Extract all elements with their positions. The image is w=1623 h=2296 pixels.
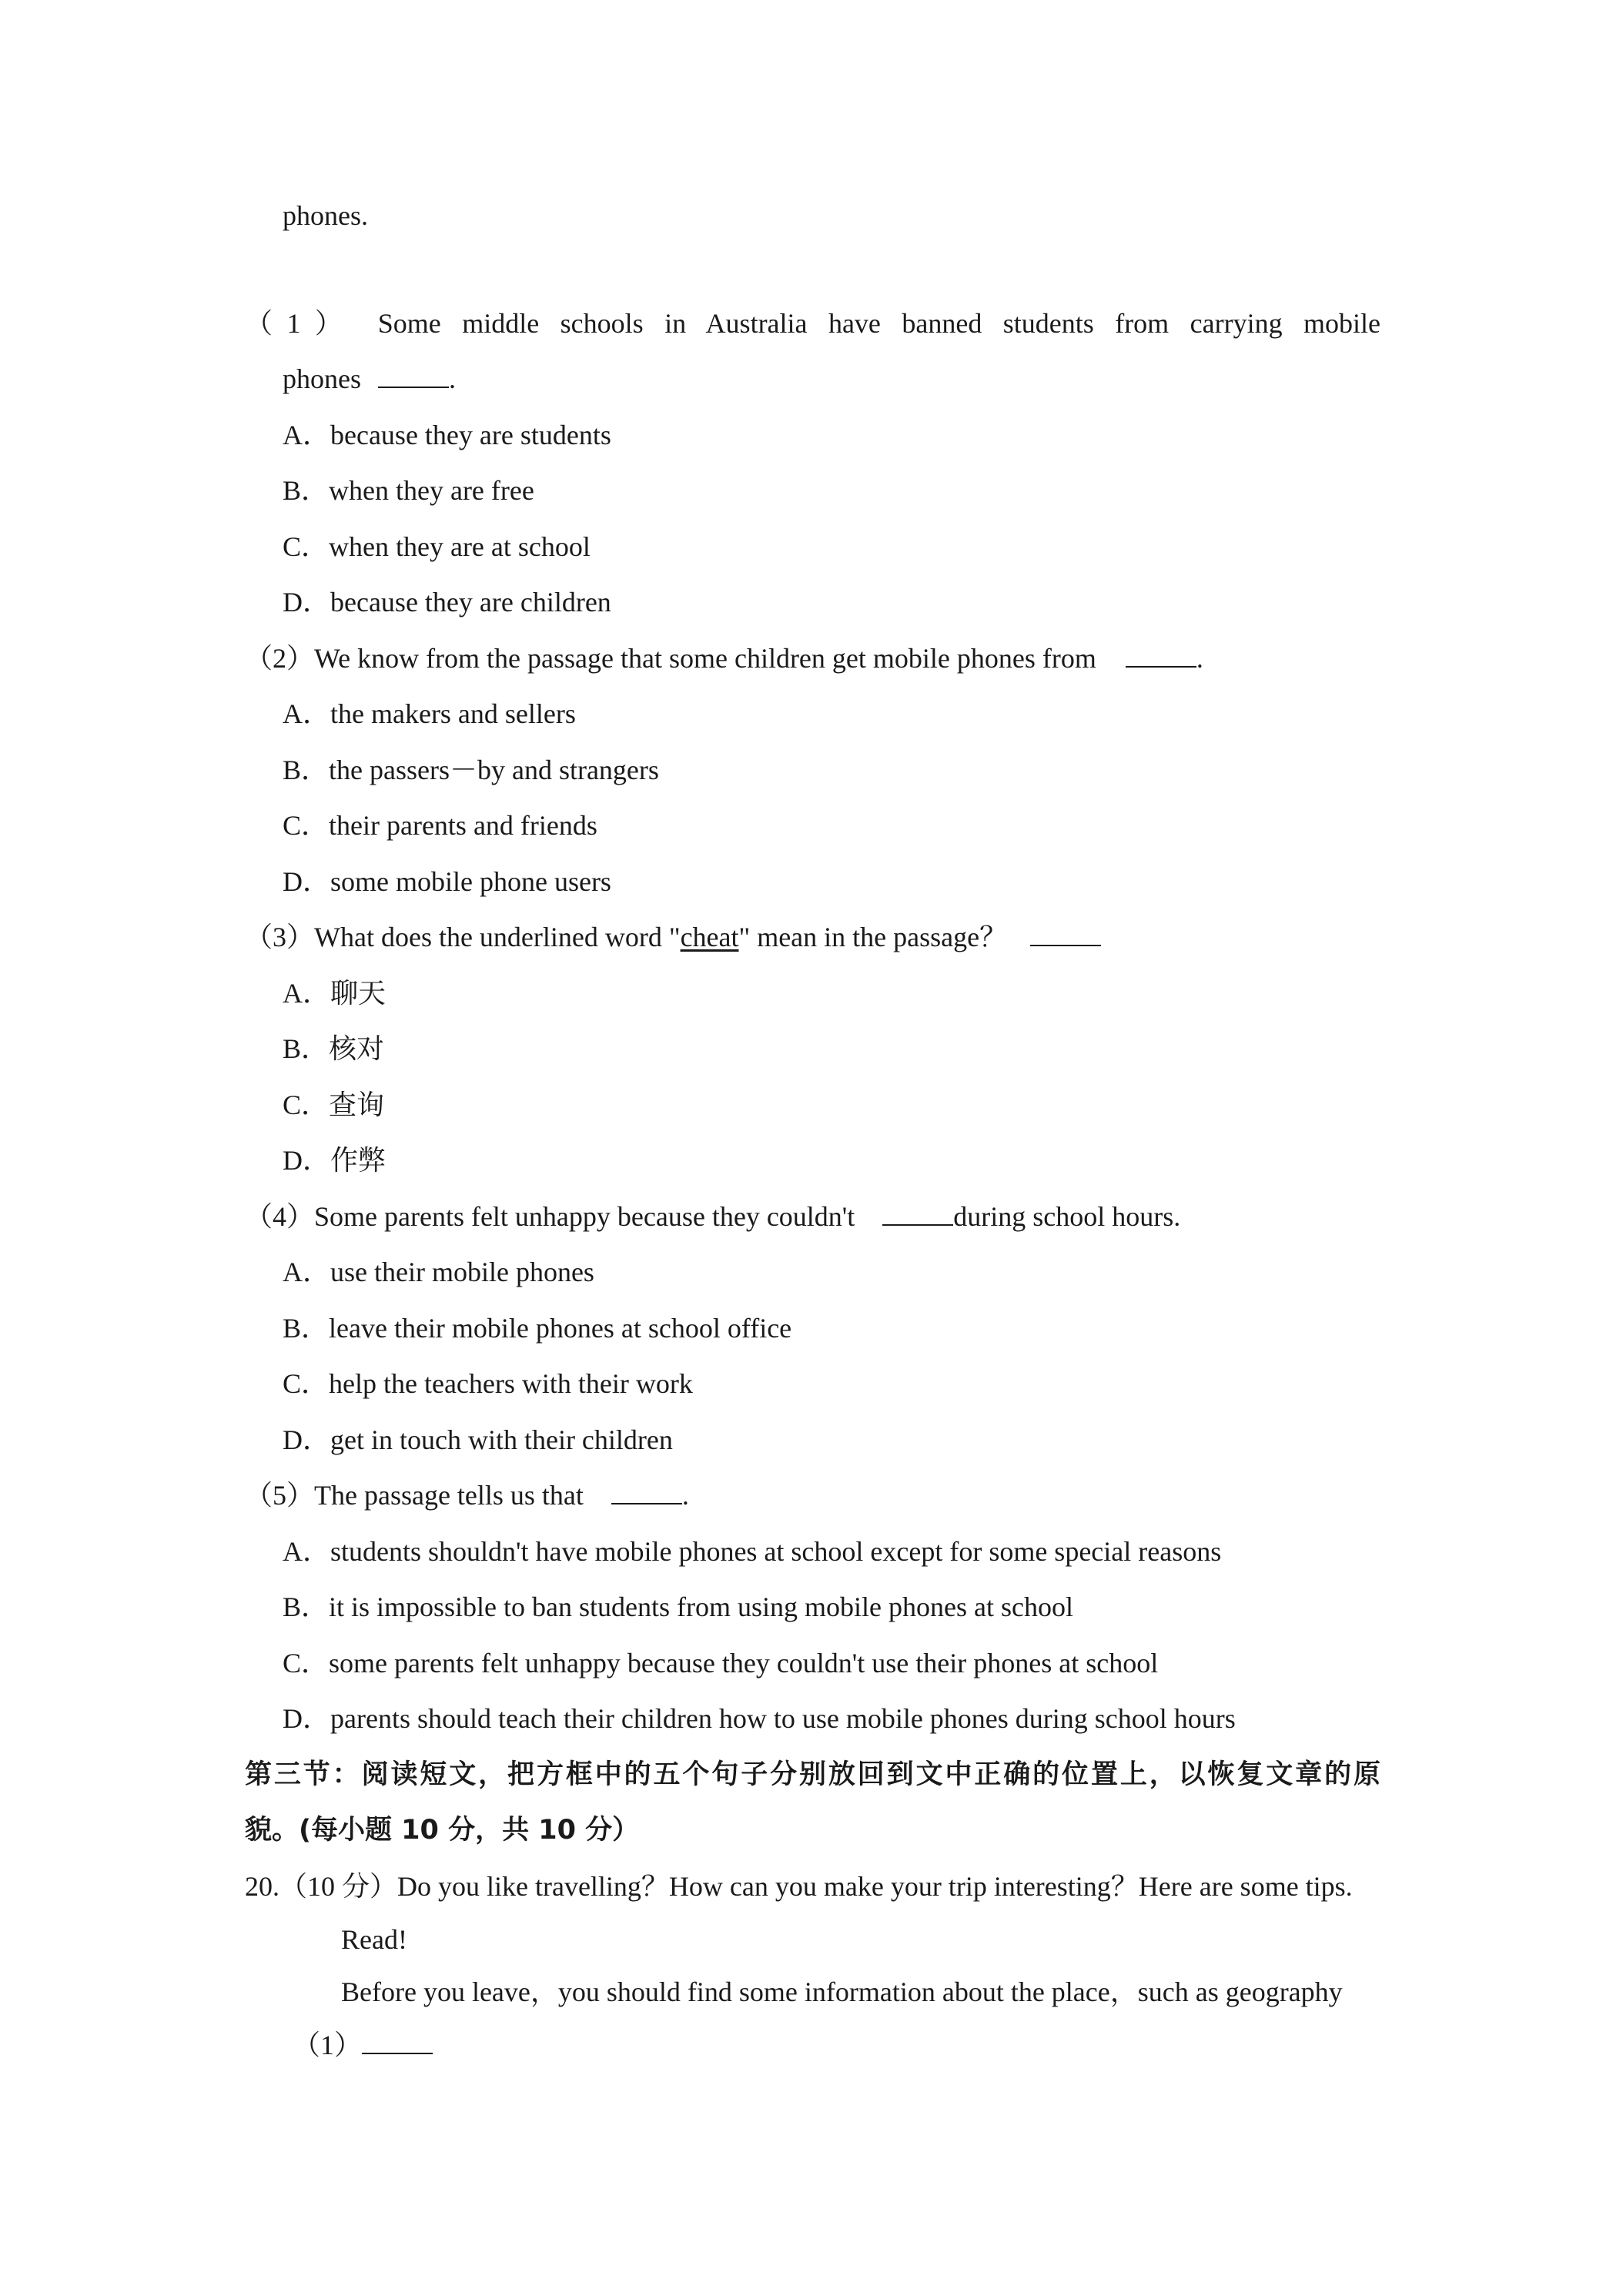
question-5-option-a: A．students shouldn't have mobile phones at school except for some special reasons [283, 1536, 1222, 1567]
stem-end: during school hours. [953, 1201, 1181, 1232]
answer-blank [362, 2030, 433, 2054]
question-1-stem-cont [283, 362, 456, 396]
question-5-option-d: D．parents should teach their children how to use mobile phones during school hours [283, 1703, 1236, 1734]
underlined-word: cheat [680, 922, 739, 952]
stem-text: （3）What does the underlined word " [245, 922, 681, 952]
question-5-option-b: B．it is impossible to ban students from using mobile phones at school [283, 1591, 1073, 1622]
question-4-stem [245, 1200, 1180, 1233]
question-3-option-a: A．聊天 [283, 978, 386, 1009]
question-1-option-a: A．because they are students [283, 420, 611, 450]
question-4-option-d: D．get in touch with their children [283, 1424, 673, 1455]
blank-label: （1） [293, 2030, 363, 2060]
question-5-stem [245, 1478, 689, 1512]
stem-end: . [681, 1480, 689, 1511]
stem-text: " mean in the passage？ [738, 922, 1008, 952]
stem-text: （5）The passage tells us that [245, 1480, 584, 1511]
question-4-option-b: B．leave their mobile phones at school office [283, 1313, 792, 1344]
answer-blank [1126, 643, 1196, 668]
question-1-stem: （1） Some middle schools in Australia have banned students from carrying mobile [245, 308, 1380, 339]
text-line: phones. [283, 200, 368, 231]
stem-text: （2）We know from the passage that some children get mobile phones from [245, 643, 1096, 674]
question-5-option-c: C．some parents felt unhappy because they couldn't use their phones at school [283, 1648, 1159, 1678]
question-2-option-b: B．the passers－by and strangers [283, 755, 659, 785]
question-2-option-a: A．the makers and sellers [283, 698, 576, 729]
question-2-option-d: D．some mobile phone users [283, 866, 611, 897]
question-1-option-d: D．because they are children [283, 587, 611, 618]
question-1-option-b: B．when they are free [283, 475, 534, 506]
passage-line: Before you leave，you should find some information about the place，such as geography [341, 1976, 1343, 2007]
answer-blank [1030, 922, 1101, 946]
stem-text: （4）Some parents felt unhappy because they couldn't [245, 1201, 855, 1232]
stem-text: phones [283, 363, 361, 394]
section-heading: 第三节：阅读短文，把方框中的五个句子分别放回到文中正确的位置上，以恢复文章的原 [245, 1759, 1380, 1790]
answer-blank [611, 1480, 682, 1504]
question-3-option-d: D．作弊 [283, 1145, 386, 1176]
question-2-option-c: C．their parents and friends [283, 810, 597, 841]
question-3-option-c: C．查询 [283, 1089, 385, 1120]
question-4-option-a: A．use their mobile phones [283, 1257, 594, 1287]
question-3-stem [245, 920, 1101, 954]
passage-heading: Read! [341, 1924, 407, 1955]
question-2-stem [245, 641, 1203, 675]
answer-blank [882, 1201, 953, 1226]
stem-end: . [449, 363, 456, 394]
stem-end: . [1196, 643, 1203, 674]
question-20-stem: 20.（10 分）Do you like travelling？How can you make your trip interesting？Here are some tips. [245, 1871, 1353, 1902]
answer-blank [378, 363, 449, 388]
section-heading-cont: 貌。(每小题 10 分，共 10 分） [245, 1815, 640, 1846]
question-4-option-c: C．help the teachers with their work [283, 1368, 693, 1399]
question-1-option-c: C．when they are at school [283, 531, 591, 562]
question-3-option-b: B．核对 [283, 1033, 385, 1064]
question-20-blank-1 [293, 2028, 433, 2062]
